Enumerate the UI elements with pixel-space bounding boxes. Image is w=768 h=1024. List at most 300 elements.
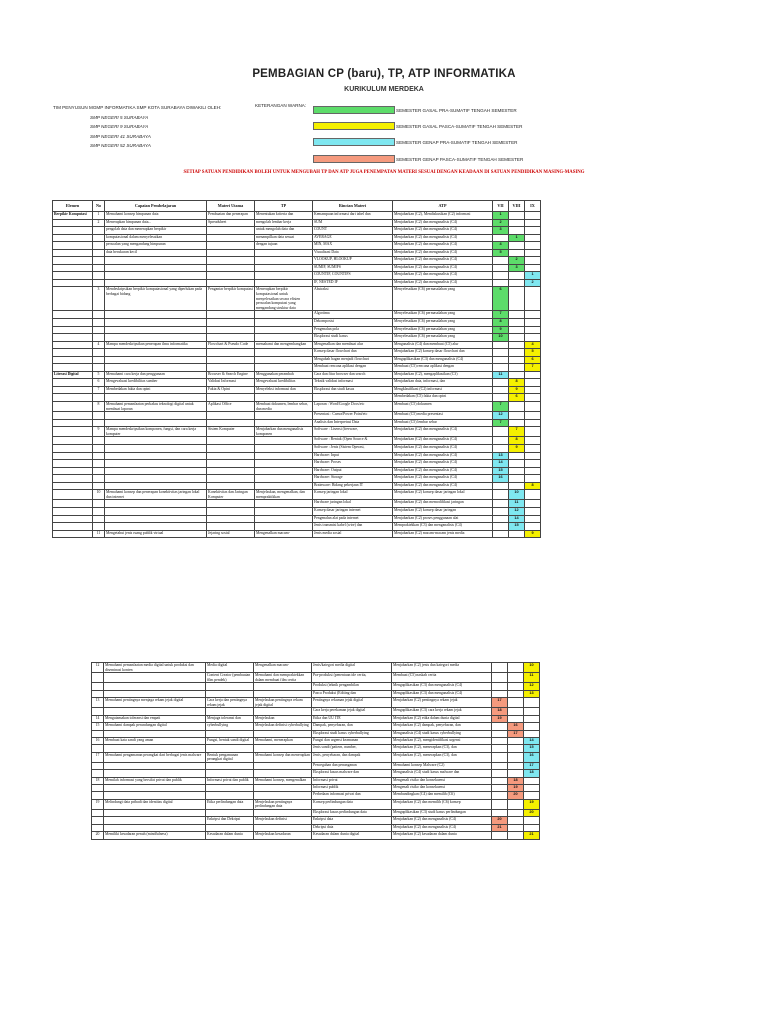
grade-cell xyxy=(524,730,540,737)
grade-cell xyxy=(493,523,509,531)
table-row xyxy=(53,515,541,523)
table-cell: Jenis media sosial xyxy=(313,530,393,538)
grade-cell xyxy=(509,287,525,311)
column-header: Elemen xyxy=(53,201,93,212)
table-cell xyxy=(104,817,206,824)
table-row xyxy=(92,770,540,777)
table-cell xyxy=(53,379,93,387)
table-cell xyxy=(255,419,313,427)
grade-cell xyxy=(508,824,524,831)
table-cell: Dekomposisi xyxy=(313,318,393,326)
grade-cell xyxy=(493,500,509,508)
table-cell: Membedakan (C5) fakta dan opini xyxy=(393,394,493,402)
grade-cell xyxy=(508,663,524,673)
page-subtitle: KURIKULUM MERDEKA xyxy=(344,86,424,93)
table-cell xyxy=(53,500,93,508)
grade-cell xyxy=(509,227,525,235)
table-cell: Menjelaskan definisi xyxy=(254,817,312,824)
table-cell: Produksi (teknik pengambilan xyxy=(312,683,392,690)
table-cell xyxy=(53,437,93,445)
table-row xyxy=(92,715,540,722)
grade-cell xyxy=(493,356,509,364)
table-cell: Menjabarkan (C2) dan menganalisis (C4) xyxy=(393,475,493,483)
warning-text: SETIAP SATUAN PENDIDIKAN BOLEH UNTUK MENGUBAH TP DAN ATP JUGA PENEMPATAN MATERI SESUAI DENGAN KEADAAN DI SATUAN PENDIDIKAN MASING-MASING xyxy=(183,170,585,175)
table-cell xyxy=(92,745,104,752)
table-cell xyxy=(53,311,93,319)
table-cell xyxy=(254,762,312,769)
grade-cell: 2 xyxy=(525,279,541,287)
table-cell xyxy=(93,445,105,453)
grade-cell xyxy=(492,737,508,744)
table-cell xyxy=(93,452,105,460)
table-row xyxy=(53,341,541,349)
grade-cell xyxy=(493,445,509,453)
table-cell xyxy=(53,219,93,227)
grade-cell: 10 xyxy=(524,663,540,673)
table-row xyxy=(92,824,540,831)
column-header: Capaian Pembelajaran xyxy=(105,201,207,212)
grade-cell: 7 xyxy=(525,364,541,372)
table-cell: komputasional dalam menyelesaikan xyxy=(105,234,207,242)
grade-cell xyxy=(508,673,524,683)
grade-cell xyxy=(509,356,525,364)
table-cell xyxy=(92,810,104,817)
table-cell: Kesadaran dalam dunia xyxy=(206,832,254,839)
table-cell xyxy=(105,326,207,334)
table-cell xyxy=(92,785,104,792)
table-cell xyxy=(53,364,93,372)
table-row xyxy=(92,832,540,839)
table-cell xyxy=(104,730,206,737)
table-cell: Menjabarkan (C2) dan menganalisis (C4) xyxy=(393,242,493,250)
table-cell: Mampu mendeskripsikan penerapan ilmu informatika xyxy=(105,341,207,349)
grade-cell: 12 xyxy=(493,412,509,420)
legend-item xyxy=(313,155,523,163)
grade-cell xyxy=(509,212,525,220)
table-cell: 9 xyxy=(93,427,105,437)
table-cell xyxy=(105,356,207,364)
table-cell xyxy=(93,349,105,357)
table-row xyxy=(53,234,541,242)
table-cell xyxy=(255,508,313,516)
grade-cell xyxy=(525,515,541,523)
grade-cell xyxy=(525,394,541,402)
grade-cell: 6 xyxy=(525,356,541,364)
table-cell xyxy=(53,356,93,364)
table-cell: 18 xyxy=(92,777,104,784)
legend-swatch xyxy=(313,138,395,146)
table-cell: Menjabarkan data, informasi, dan xyxy=(393,379,493,387)
table-cell: Membuat dokumen, lembar sebar, dan media xyxy=(255,402,313,412)
table-row xyxy=(53,379,541,387)
table-cell xyxy=(53,272,93,280)
table-cell: Analisis dan Interpretasi Data xyxy=(313,419,393,427)
table-cell: Menjabarkan (C2) dan menganalisis (C4) xyxy=(393,437,493,445)
table-cell xyxy=(207,500,255,508)
table-cell xyxy=(53,264,93,272)
table-cell: Mengaplikasikan (C3) dan menganalisis (C4) xyxy=(392,690,492,697)
grade-cell xyxy=(525,287,541,311)
table-cell xyxy=(104,745,206,752)
table-cell xyxy=(255,349,313,357)
table-cell: Jenis transmisi kabel (wire) dan xyxy=(313,523,393,531)
table-cell: Menganalisis (C4) dan membuat (C5) alur xyxy=(393,341,493,349)
table-cell xyxy=(255,318,313,326)
table-cell: Eksplorasi studi kasus xyxy=(313,334,393,342)
table-cell xyxy=(255,452,313,460)
table-cell: Menerapkan himpunan data... xyxy=(105,219,207,227)
table-cell xyxy=(255,482,313,490)
grade-cell xyxy=(508,752,524,762)
table-cell xyxy=(105,508,207,516)
grade-cell: 15 xyxy=(509,523,525,531)
table-cell: Jenis sandi (pattern, number, xyxy=(312,745,392,752)
table-cell: Literasi Digital xyxy=(53,371,93,379)
table-cell xyxy=(255,500,313,508)
table-cell xyxy=(105,523,207,531)
grade-cell xyxy=(493,394,509,402)
table-row xyxy=(53,500,541,508)
table-header-row xyxy=(53,201,541,212)
grade-cell xyxy=(492,683,508,690)
table-cell: Menjabarkan (C2) dan menganalisis (C4) xyxy=(393,227,493,235)
grade-cell: 9 xyxy=(509,386,525,394)
grade-cell xyxy=(492,777,508,784)
table-cell: Konsep jaringan lokal xyxy=(313,490,393,500)
table-cell: Menjelaskan pentingnya perlindungan data xyxy=(254,799,312,809)
table-cell xyxy=(53,523,93,531)
grade-cell xyxy=(493,386,509,394)
grade-cell: 17 xyxy=(492,698,508,708)
table-cell: Mengaplikasikan (C3) cara kerja rekam jejak xyxy=(392,708,492,715)
grade-cell xyxy=(525,379,541,387)
table-cell: Menjabarkan (C2) dan memodifikasi jaringan xyxy=(393,500,493,508)
table-cell: Fungsi dan urgensi keamanan xyxy=(312,737,392,744)
table-cell: Menjabarkan (C2), menerapkan (C3), dan xyxy=(392,752,492,762)
grade-cell: 8 xyxy=(509,379,525,387)
table-cell xyxy=(105,467,207,475)
grade-cell xyxy=(525,402,541,412)
table-cell xyxy=(207,482,255,490)
table-row xyxy=(53,427,541,437)
grade-cell xyxy=(493,272,509,280)
table-cell xyxy=(53,334,93,342)
grade-cell xyxy=(508,762,524,769)
grade-cell xyxy=(508,715,524,722)
grade-cell xyxy=(525,334,541,342)
table-cell xyxy=(93,227,105,235)
table-cell: Abstraksi xyxy=(313,287,393,311)
table-cell: Melindungi data pribadi dan identitas digital xyxy=(104,799,206,809)
table-row xyxy=(92,817,540,824)
table-cell: Informasi privat xyxy=(312,777,392,784)
table-cell: Fakta & Opini xyxy=(207,386,255,394)
table-cell xyxy=(254,770,312,777)
column-header: VII xyxy=(493,201,509,212)
table-row xyxy=(53,437,541,445)
table-cell: Mampu mendeskripsikan komponen, fungsi, dan cara kerja komputer xyxy=(105,427,207,437)
table-row xyxy=(53,272,541,280)
grade-cell: 18 xyxy=(508,777,524,784)
grade-cell: 2 xyxy=(509,257,525,265)
table-cell: VLOOKUP, HLOOKUP xyxy=(313,257,393,265)
table-cell: Flowchart & Pseudo Code xyxy=(207,341,255,349)
table-cell: Mengaplikasikan (C3) studi kasus perlindungan xyxy=(392,810,492,817)
grade-cell xyxy=(508,832,524,839)
table-cell: Menjabarkan (C2) konsep dasar jaringan lokal xyxy=(393,490,493,500)
grade-cell xyxy=(525,508,541,516)
table-cell: Memiliki kesadaran penuh (mindfulness) xyxy=(104,832,206,839)
table-cell: Mempraktekkan (C3) dan menganalisis (C4) xyxy=(393,523,493,531)
table-cell: Menjabarkan (C2) dan menganalisis (C4) xyxy=(392,824,492,831)
grade-cell xyxy=(509,272,525,280)
table-cell: Enkripsi data xyxy=(312,817,392,824)
table-row xyxy=(53,490,541,500)
table-cell xyxy=(104,690,206,697)
table-cell: Pasca Produksi (Editing dan xyxy=(312,690,392,697)
grade-cell: 3 xyxy=(509,264,525,272)
table-cell xyxy=(53,482,93,490)
table-cell xyxy=(255,279,313,287)
grade-cell xyxy=(508,817,524,824)
grade-cell: 17 xyxy=(524,762,540,769)
grade-cell: 14 xyxy=(493,460,509,468)
table-row xyxy=(53,279,541,287)
table-row xyxy=(53,419,541,427)
table-cell: COUNTIF, COUNTIFS xyxy=(313,272,393,280)
table-cell xyxy=(92,770,104,777)
grade-cell xyxy=(525,427,541,437)
table-cell: menampilkan data sesuai xyxy=(255,234,313,242)
grade-cell xyxy=(524,777,540,784)
table-cell: Menjelaskan pentingnya rekam jejak digital xyxy=(254,698,312,708)
table-cell: Konsep perlindungan data xyxy=(312,799,392,809)
table-cell: Menjabarkan (C2) dan menganalisis (C4) xyxy=(392,817,492,824)
grade-cell: 12 xyxy=(509,508,525,516)
table-cell xyxy=(207,242,255,250)
grade-cell xyxy=(492,770,508,777)
grade-cell xyxy=(509,242,525,250)
table-cell: Cara dan fitur browser dan search xyxy=(313,371,393,379)
table-cell xyxy=(206,745,254,752)
table-cell: Perbedaan informasi privat dan xyxy=(312,792,392,799)
table-cell: Menjabarkan (C2) dan menganalisis (C4) xyxy=(393,467,493,475)
table-row xyxy=(53,349,541,357)
table-cell: Membuat (C5) lembar sebar xyxy=(393,419,493,427)
table-row xyxy=(53,482,541,490)
table-cell xyxy=(104,708,206,715)
table-cell: Memahami konsep, mengenalkan xyxy=(254,777,312,784)
table-row xyxy=(92,723,540,730)
table-cell xyxy=(254,792,312,799)
table-cell: Pencegahan dan penanganan xyxy=(312,762,392,769)
table-cell: Content Creator (pembuatan film pendek) xyxy=(206,673,254,683)
table-cell xyxy=(254,824,312,831)
table-cell xyxy=(93,482,105,490)
grade-cell xyxy=(509,349,525,357)
table-cell: Memahami pengamanan perangkat dari berbagai jenis malware xyxy=(104,752,206,762)
table-cell xyxy=(105,394,207,402)
table-row xyxy=(92,708,540,715)
table-cell xyxy=(207,515,255,523)
grade-cell xyxy=(525,242,541,250)
grade-cell: 8 xyxy=(493,318,509,326)
table-cell: Mengetahui jenis ruang publik virtual xyxy=(105,530,207,538)
table-cell xyxy=(254,730,312,737)
table-cell: Memahami dan mempraktekkan dalam membuat film cerita xyxy=(254,673,312,683)
grade-cell xyxy=(492,723,508,730)
table-cell: Dampak, penyebaran, dan xyxy=(312,723,392,730)
grade-cell: 16 xyxy=(493,475,509,483)
table-cell: 12 xyxy=(92,663,104,673)
table-cell xyxy=(255,515,313,523)
grade-cell xyxy=(509,482,525,490)
table-row xyxy=(53,412,541,420)
grade-cell xyxy=(509,341,525,349)
table-cell: Membuat (C5) rencana aplikasi dengan xyxy=(393,364,493,372)
table-cell: Membedakan fakta dan opini xyxy=(105,386,207,394)
table-cell xyxy=(207,523,255,531)
table-cell: Browser & Search Engine xyxy=(207,371,255,379)
table-cell: Menjabarkan (C2) etika dalam dunia digital xyxy=(392,715,492,722)
grade-cell xyxy=(525,249,541,257)
table-cell xyxy=(206,690,254,697)
table-cell xyxy=(104,824,206,831)
table-cell xyxy=(53,402,93,412)
grade-cell xyxy=(509,467,525,475)
table-cell: Cara kerja dan pentingnya rekam jejak xyxy=(206,698,254,708)
grade-cell xyxy=(508,745,524,752)
table-row xyxy=(53,530,541,538)
table-cell: Mengenali risiko dan konsekuensi xyxy=(392,785,492,792)
table-cell xyxy=(92,824,104,831)
table-cell xyxy=(92,792,104,799)
table-cell: Dekripsi data xyxy=(312,824,392,831)
table-cell xyxy=(53,467,93,475)
grade-cell xyxy=(509,460,525,468)
table-cell: Menganalisis (C4) studi kasus cyberbullying xyxy=(392,730,492,737)
table-cell xyxy=(207,364,255,372)
table-cell: Menjelaskan kesadaran xyxy=(254,832,312,839)
table-cell xyxy=(92,673,104,683)
table-cell xyxy=(255,364,313,372)
table-cell xyxy=(207,412,255,420)
school-2: SMP NEGERI 9 SURABAYA xyxy=(90,124,149,129)
grade-cell xyxy=(493,508,509,516)
table-cell: Konektivitas dan Jaringan Komputer xyxy=(207,490,255,500)
table-cell xyxy=(254,708,312,715)
table-cell: Mengenali risiko dan konsekuensi xyxy=(392,777,492,784)
grade-cell: 4 xyxy=(493,242,509,250)
table-cell: Membuat kata sandi yang aman xyxy=(104,737,206,744)
table-cell xyxy=(53,419,93,427)
table-cell xyxy=(104,770,206,777)
table-cell: Hardware: Storage xyxy=(313,475,393,483)
grade-cell: 11 xyxy=(509,500,525,508)
grade-cell xyxy=(492,745,508,752)
table-cell xyxy=(255,467,313,475)
table-cell xyxy=(255,475,313,483)
grade-cell: 21 xyxy=(524,832,540,839)
table-cell: Menjabarkan (C2) dan menganalisis (C4) xyxy=(393,445,493,453)
table-row xyxy=(53,394,541,402)
grade-cell xyxy=(509,364,525,372)
table-cell: Hardware: Output xyxy=(313,467,393,475)
table-cell xyxy=(206,810,254,817)
grade-cell xyxy=(524,708,540,715)
table-cell: Kesadaran dalam dunia digital xyxy=(312,832,392,839)
grade-cell: 1 xyxy=(493,212,509,220)
table-cell xyxy=(93,500,105,508)
grade-cell xyxy=(508,698,524,708)
grade-cell: 21 xyxy=(492,824,508,831)
table-row xyxy=(53,467,541,475)
table-cell xyxy=(255,326,313,334)
table-cell: Mendeskripsikan berpikir komputasional yang diperlukan pada berbagai bidang xyxy=(105,287,207,311)
grade-cell xyxy=(508,810,524,817)
grade-cell: 5 xyxy=(525,349,541,357)
grade-cell: 19 xyxy=(524,799,540,809)
table-row xyxy=(53,219,541,227)
table-cell: Menyelesaikan (C6) permasalahan yang xyxy=(393,287,493,311)
table-cell: Jenis, penyebaran, dan dampak xyxy=(312,752,392,762)
legend-item xyxy=(313,122,522,130)
table-cell xyxy=(53,234,93,242)
table-cell: Hardware jaringan lokal xyxy=(313,500,393,508)
table-cell: Menggunakan perambah xyxy=(255,371,313,379)
table-cell: Menyelesaikan (C6) permasalahan yang xyxy=(393,326,493,334)
table-cell xyxy=(207,334,255,342)
grade-cell xyxy=(524,723,540,730)
table-cell: data berukuran kecil xyxy=(105,249,207,257)
table-cell xyxy=(105,318,207,326)
column-header: ATP xyxy=(393,201,493,212)
table-cell: Brainware: Bidang pekerjaan IT xyxy=(313,482,393,490)
grade-cell: 16 xyxy=(524,752,540,762)
table-cell xyxy=(93,515,105,523)
table-cell xyxy=(255,523,313,531)
table-cell: Informasi publik xyxy=(312,785,392,792)
table-cell xyxy=(207,419,255,427)
table-row xyxy=(53,402,541,412)
table-cell xyxy=(93,257,105,265)
table-cell xyxy=(93,334,105,342)
table-cell xyxy=(92,708,104,715)
column-header: VIII xyxy=(509,201,525,212)
table-cell xyxy=(313,394,393,402)
grade-cell: 6 xyxy=(493,287,509,311)
table-cell: Pentingnya rekaman jejak digital xyxy=(312,698,392,708)
table-cell: 7 xyxy=(93,386,105,394)
table-cell xyxy=(207,475,255,483)
table-row xyxy=(53,508,541,516)
table-cell xyxy=(206,785,254,792)
grade-cell: 8 xyxy=(509,437,525,445)
table-cell xyxy=(53,279,93,287)
table-cell: 2 xyxy=(93,219,105,227)
table-cell: Menjabarkan (C2) konsep dasar flowchart dan xyxy=(393,349,493,357)
table-cell xyxy=(255,334,313,342)
table-cell: Memahami konsep Malware (C2) xyxy=(392,762,492,769)
table-cell xyxy=(255,272,313,280)
table-cell xyxy=(53,452,93,460)
table-cell: Software : Bentuk (Open Source & xyxy=(313,437,393,445)
table-cell xyxy=(105,412,207,420)
grade-cell xyxy=(509,318,525,326)
grade-cell xyxy=(492,832,508,839)
grade-cell xyxy=(525,412,541,420)
table-cell xyxy=(93,475,105,483)
